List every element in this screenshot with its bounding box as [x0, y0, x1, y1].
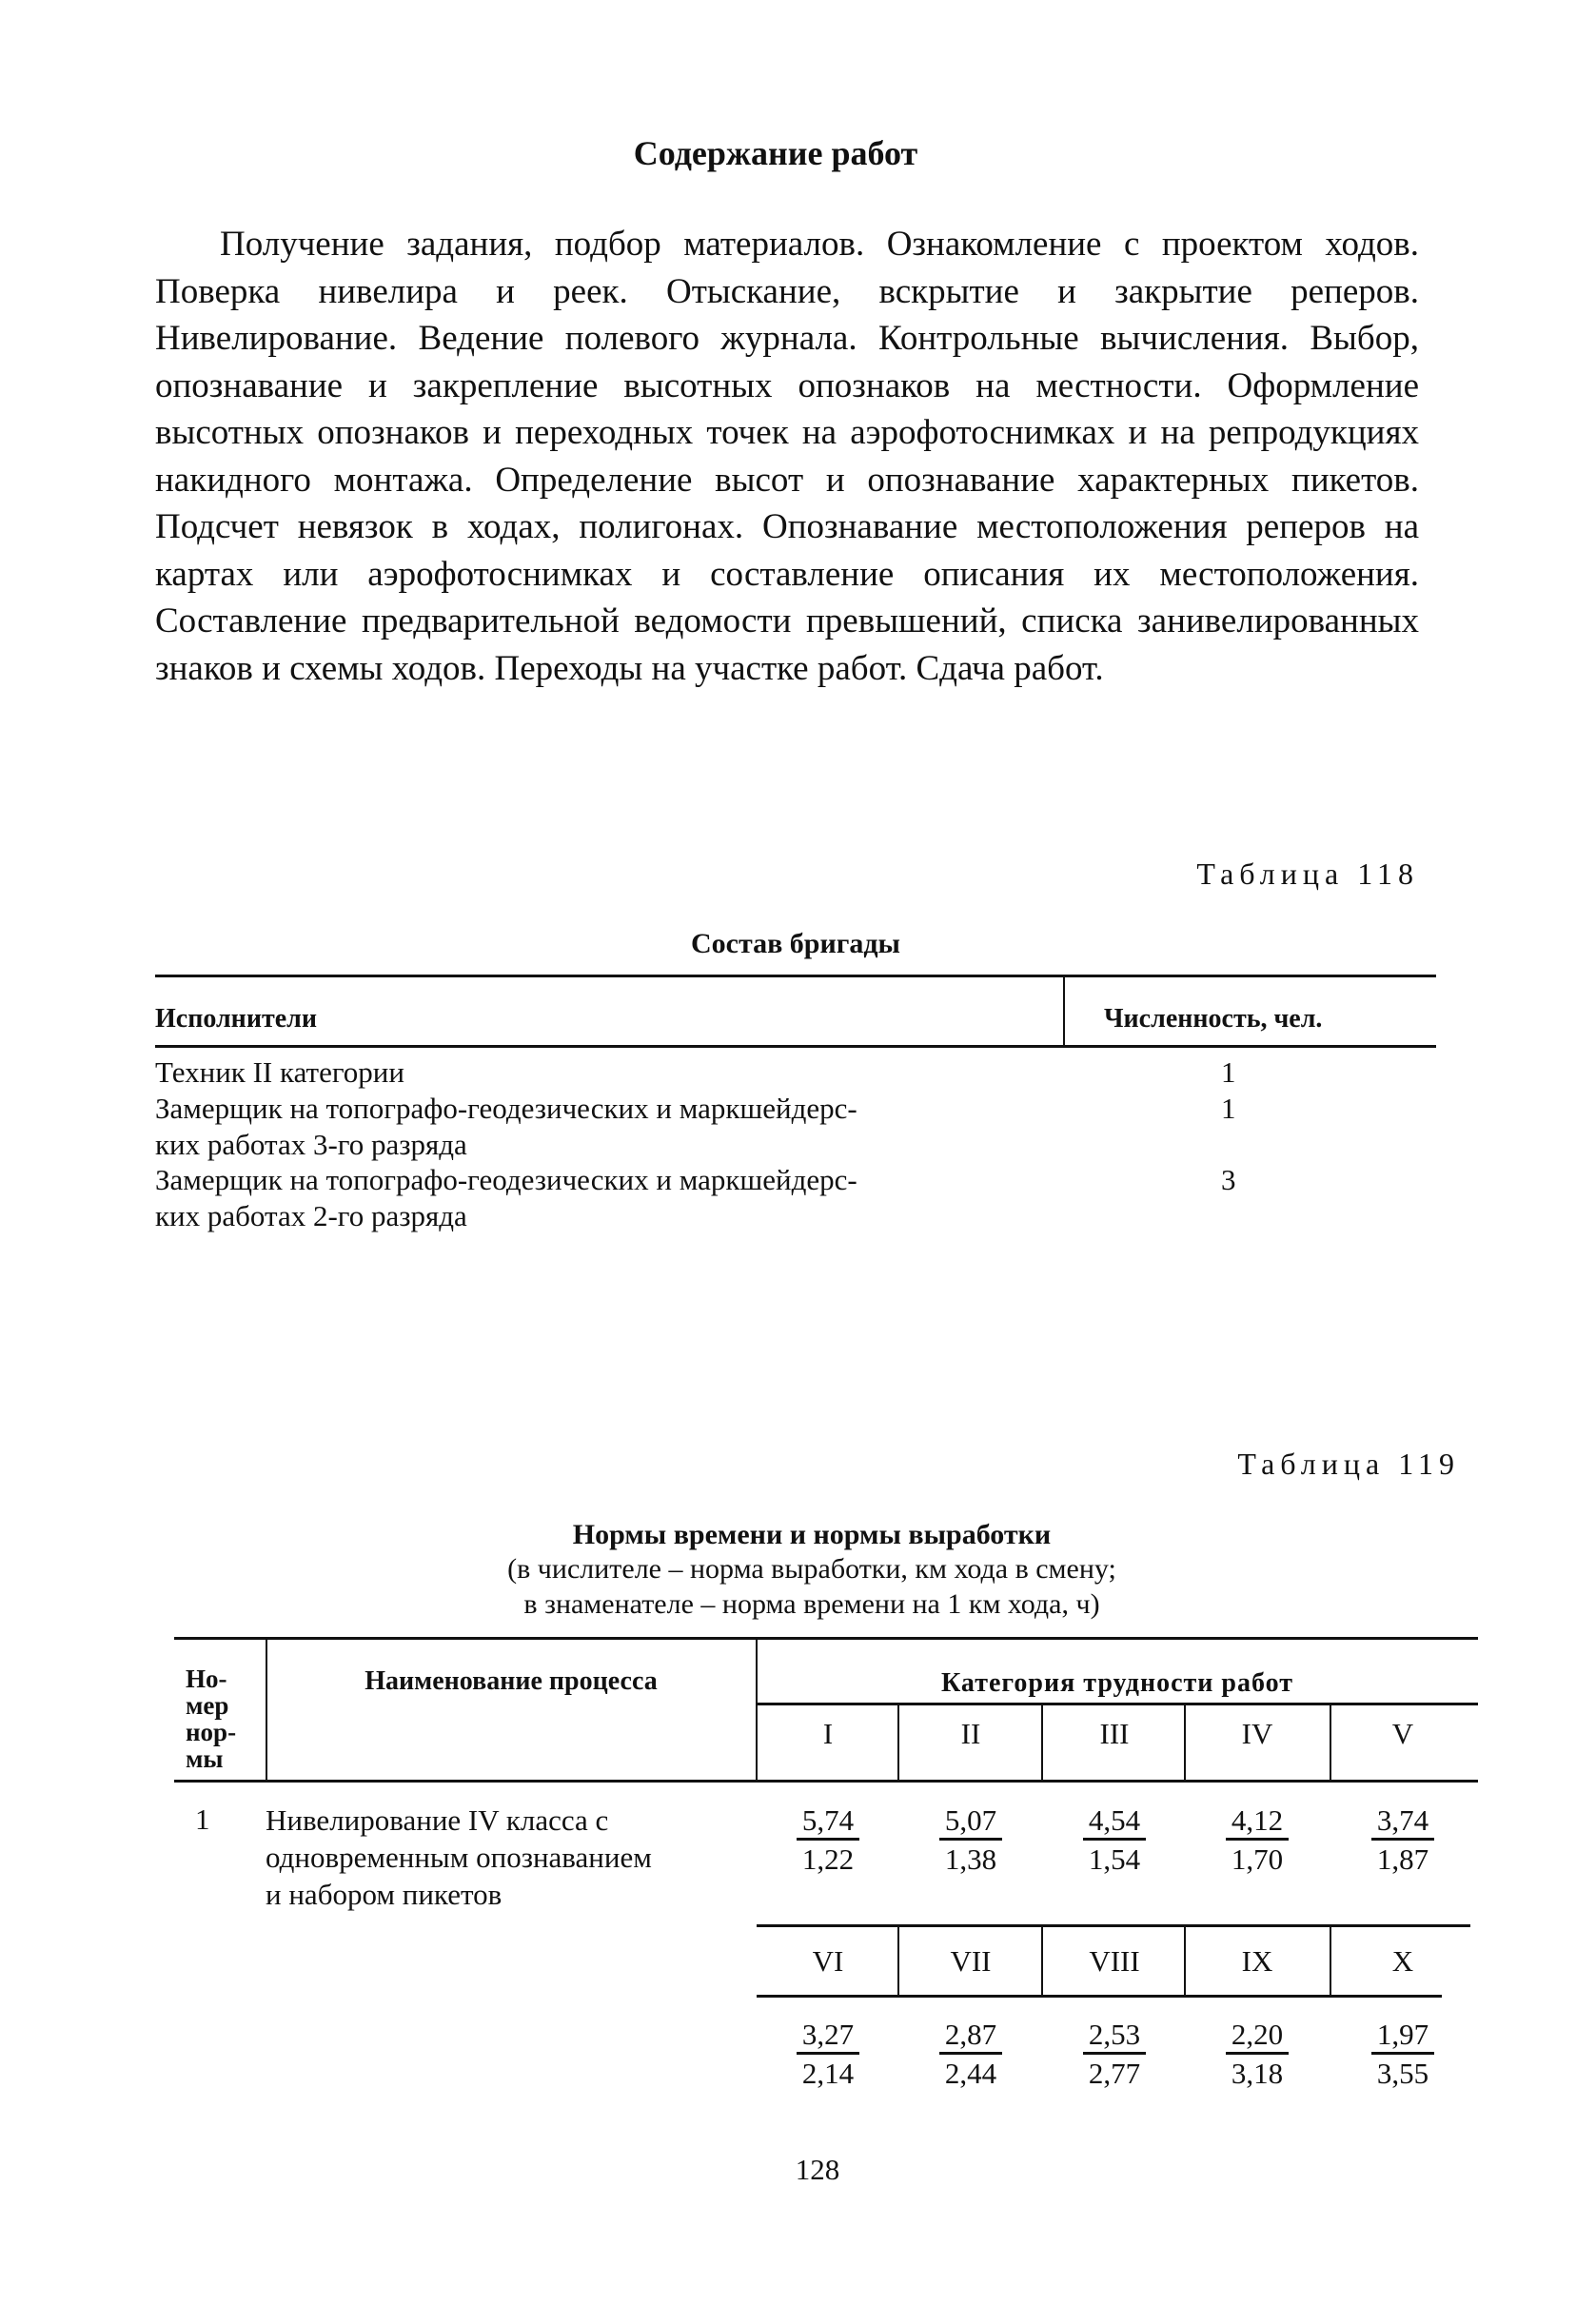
table119-top-rule: [174, 1637, 1478, 1640]
time-norm: 2,14: [801, 2057, 855, 2090]
section-title: Содержание работ: [633, 134, 918, 172]
category-label: V: [1391, 1717, 1414, 1750]
header-norm-number-part: мер: [186, 1691, 229, 1720]
category-label: IX: [1241, 1944, 1273, 1978]
performer-name-cont: ких работах 2-го разряда: [155, 1199, 467, 1232]
norm-number: 1: [195, 1803, 210, 1836]
category-label: II: [960, 1717, 981, 1750]
performer-name: Замерщик на топографо-геодезических и маркшейдерс-: [155, 1163, 857, 1196]
output-norm: 3,74: [1371, 1803, 1434, 1841]
output-norm: 1,97: [1371, 2018, 1434, 2055]
output-norm: 5,74: [797, 1803, 859, 1841]
time-norm: 3,55: [1376, 2057, 1429, 2090]
time-norm: 1,54: [1088, 1842, 1141, 1876]
output-norm: 4,54: [1083, 1803, 1146, 1841]
output-norm: 2,20: [1226, 2018, 1289, 2055]
time-norm: 1,38: [944, 1842, 997, 1876]
table119-subtitle: в знаменателе – норма времени на 1 км хода, ч): [523, 1588, 1100, 1620]
time-norm: 1,87: [1376, 1842, 1429, 1876]
output-norm: 3,27: [797, 2018, 859, 2055]
table119-subtitle: (в числителе – норма выработки, км хода в смену;: [507, 1553, 1116, 1585]
category-label: I: [822, 1717, 834, 1750]
table119-block2-bottom-rule: [757, 1995, 1442, 1998]
table118-header-performers: Исполнители: [155, 1004, 317, 1034]
category-label: VII: [950, 1944, 992, 1978]
norm-value: [899, 2016, 1042, 2093]
norm-value: [1331, 2016, 1474, 2093]
table118-top-rule: [155, 975, 1436, 977]
work-description-paragraph: Получение задания, подбор материалов. Ознакомление с проектом ходов. Поверка нивелира и реек. Отыскание, вскрытие и закрытие реперов. Нивелирование. Ведение полевого журнала. Контрольные вычисления. Выбор, опознавание и закрепление высотных опознаков на местности. Оформление высотных опознаков и переходных точек на аэрофотоснимках и на репродукциях накидного монтажа. Определение высот и опознавание характерных пикетов. Подсчет невязок в ходах, полигонах. Опознавание местоположения реперов на картах или аэрофотоснимках и составление описания их местоположения. Составление предварительной ведомости превышений, списка занивелированных знаков и схемы ходов. Переходы на участке работ. Сдача работ.: [155, 225, 1419, 688]
table119-col-divider: [266, 1639, 267, 1782]
time-norm: 1,70: [1231, 1842, 1284, 1876]
header-norm-number: [186, 1665, 236, 1772]
norm-value: [1186, 2016, 1329, 2093]
process-name-line: Нивелирование IV класса с: [266, 1803, 609, 1837]
table118-header-rule: [155, 1045, 1436, 1048]
output-norm: 4,12: [1226, 1803, 1289, 1841]
performer-count: 1: [1221, 1055, 1236, 1089]
category-label: X: [1391, 1944, 1414, 1978]
time-norm: 2,44: [944, 2057, 997, 2090]
table118-label: Таблица 118: [1196, 857, 1419, 891]
norm-value: [1043, 1802, 1186, 1879]
time-norm: 2,77: [1088, 2057, 1141, 2090]
norm-value: [1043, 2016, 1186, 2093]
norm-value: [1331, 1802, 1474, 1879]
table119-header-rule: [174, 1780, 1478, 1783]
header-norm-number-part: Но-: [186, 1665, 227, 1693]
norm-value: [757, 1802, 899, 1879]
output-norm: 5,07: [939, 1803, 1002, 1841]
performer-count: 1: [1221, 1092, 1236, 1125]
category-label: III: [1099, 1717, 1130, 1750]
table119-col-divider: [756, 1639, 758, 1782]
header-norm-number-part: нор-: [186, 1718, 237, 1746]
table118-header-count: Численность, чел.: [1104, 1004, 1323, 1034]
process-name-line: одновременным опознаванием: [266, 1841, 652, 1874]
norm-value: [757, 2016, 899, 2093]
category-label: VIII: [1089, 1944, 1140, 1978]
category-label: VI: [812, 1944, 844, 1978]
time-norm: 1,22: [801, 1842, 855, 1876]
performer-name: Техник II категории: [155, 1055, 404, 1089]
header-difficulty-category: Категория трудности работ: [941, 1668, 1293, 1698]
header-process-name: Наименование процесса: [365, 1666, 658, 1696]
table119-category-rule: [757, 1703, 1478, 1705]
performer-name-cont: ких работах 3-го разряда: [155, 1128, 467, 1161]
process-name-line: и набором пикетов: [266, 1878, 502, 1911]
process-name: [266, 1802, 652, 1913]
table118-title: Состав бригады: [691, 928, 900, 959]
header-norm-number-part: мы: [186, 1744, 224, 1773]
norm-value: [1186, 1802, 1329, 1879]
category-label: IV: [1241, 1717, 1273, 1750]
page-number: 128: [795, 2153, 840, 2186]
performer-count: 3: [1221, 1163, 1236, 1196]
output-norm: 2,53: [1083, 2018, 1146, 2055]
output-norm: 2,87: [939, 2018, 1002, 2055]
table119-label: Таблица 119: [1237, 1447, 1460, 1481]
table119-title: Нормы времени и нормы выработки: [572, 1519, 1052, 1550]
table118-col-divider: [1063, 976, 1065, 1047]
performer-name: Замерщик на топографо-геодезических и маркшейдерс-: [155, 1092, 857, 1125]
time-norm: 3,18: [1231, 2057, 1284, 2090]
norm-value: [899, 1802, 1042, 1879]
table119-block2-top-rule: [757, 1924, 1470, 1927]
